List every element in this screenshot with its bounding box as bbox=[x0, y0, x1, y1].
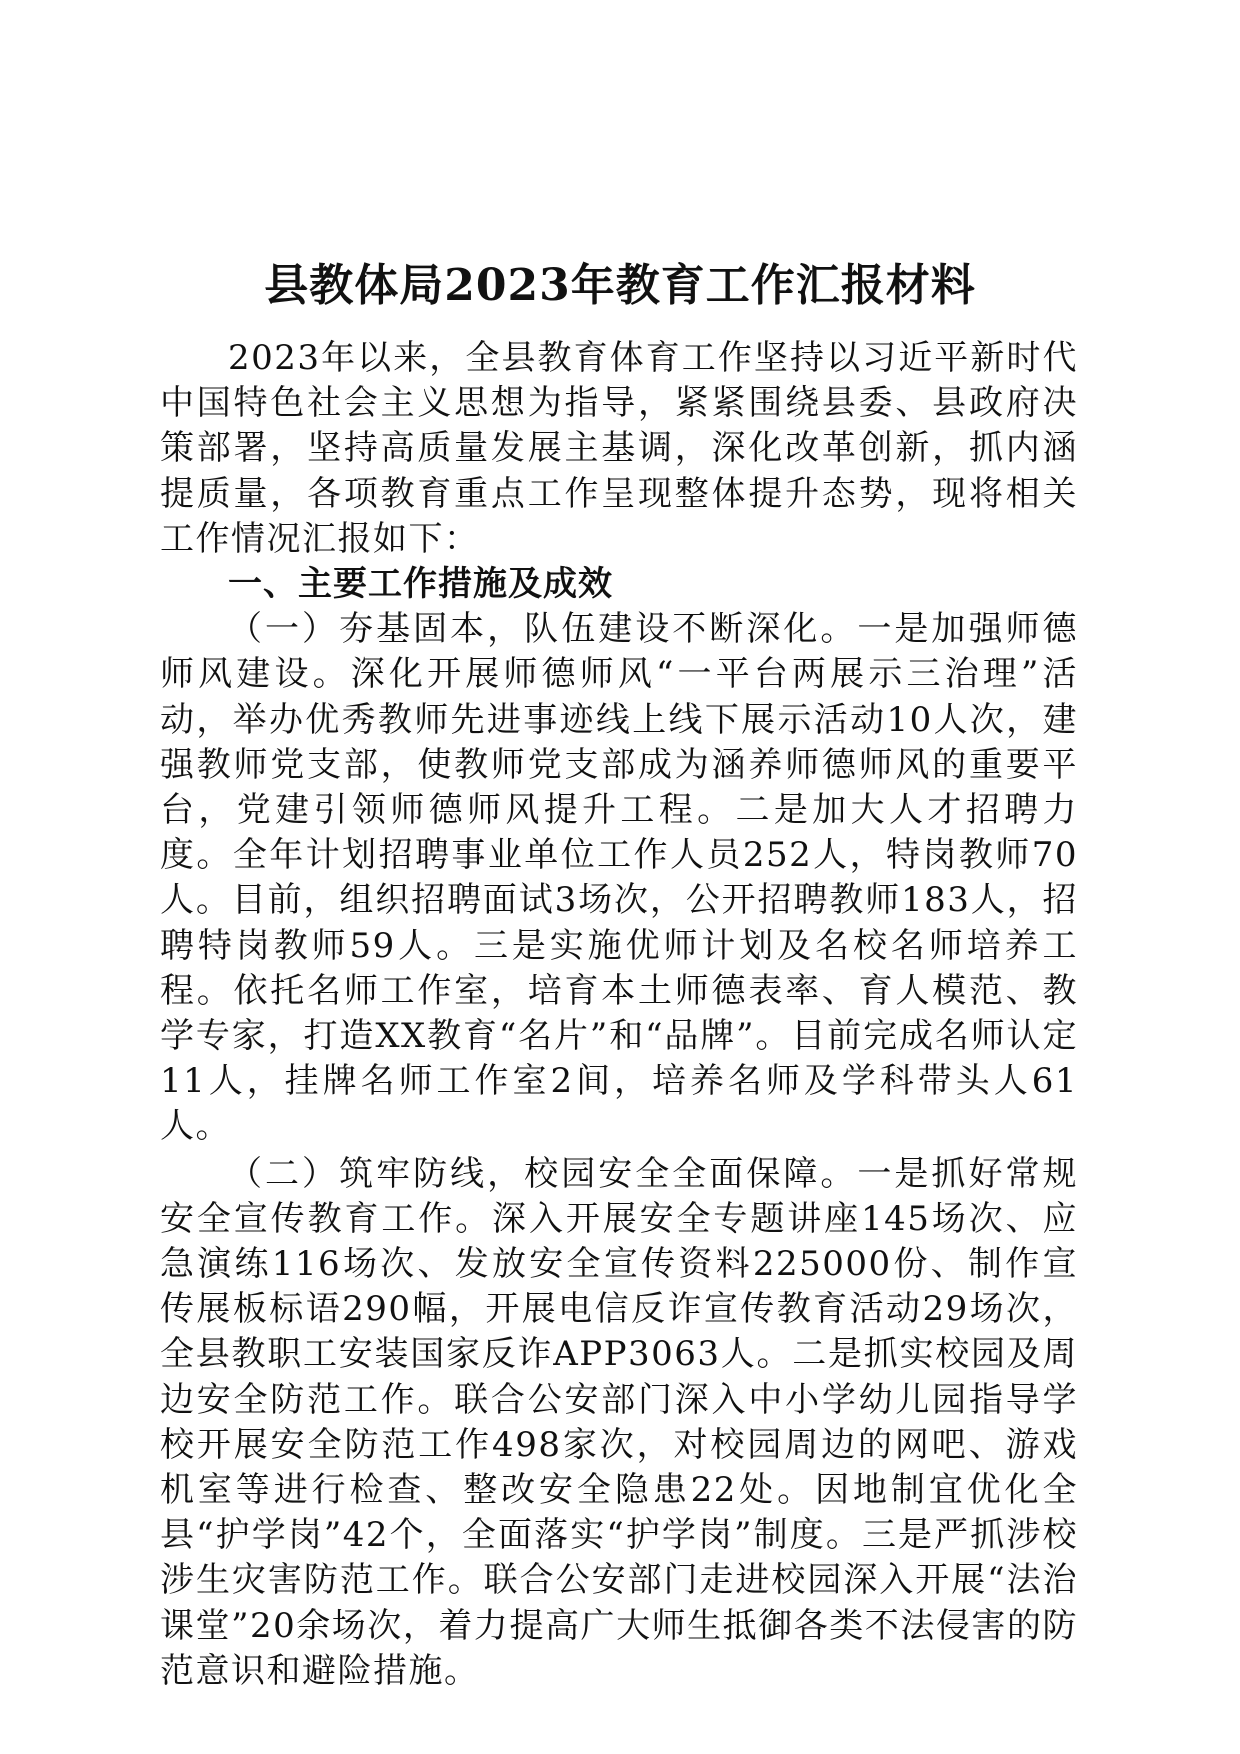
document-body bbox=[160, 336, 1078, 1694]
paragraph-campus-safety: （二）筑牢防线，校园安全全面保障。一是抓好常规安全宣传教育工作。深入开展安全专题讲座145场次、应急演练116场次、发放安全宣传资料225000份、制作宣传展板标语290幅，开展电信反诈宣传教育活动29场次，全县教职工安装国家反诈APP3063人。二是抓实校园及周边安全防范工作。联合公安部门深入中小学幼儿园指导学校开展安全防范工作498家次，对校园周边的网吧、游戏机室等进行检查、整改安全隐患22处。因地制宜优化全县“护学岗”42个，全面落实“护学岗”制度。三是严抓涉校涉生灾害防范工作。联合公安部门走进校园深入开展“法治课堂”20余场次，着力提高广大师生抵御各类不法侵害的防范意识和避险措施。 bbox=[160, 1153, 1078, 1691]
paragraph-team-building: （一）夯基固本，队伍建设不断深化。一是加强师德师风建设。深化开展师德师风“一平台两展示三治理”活动，举办优秀教师先进事迹线上线下展示活动10人次，建强教师党支部，使教师党支部成为涵养师德师风的重要平台，党建引领师德师风提升工程。二是加大人才招聘力度。全年计划招聘事业单位工作人员252人，特岗教师70人。目前，组织招聘面试3场次，公开招聘教师183人，招聘特岗教师59人。三是实施优师计划及名校名师培养工程。依托名师工作室，培育本土师德表率、育人模范、教学专家，打造XX教育“名片”和“品牌”。目前完成名师认定11人，挂牌名师工作室2间，培养名师及学科带头人61人。 bbox=[160, 609, 1078, 1147]
intro-paragraph: 2023年以来，全县教育体育工作坚持以习近平新时代中国特色社会主义思想为指导，紧紧围绕县委、县政府决策部署，坚持高质量发展主基调，深化改革创新，抓内涵提质量，各项教育重点工作呈现整体提升态势，现将相关工作情况汇报如下： bbox=[160, 338, 1078, 559]
document-title: 县教体局2023年教育工作汇报材料 bbox=[264, 260, 976, 311]
section-heading: 一、主要工作措施及成效 bbox=[228, 564, 613, 605]
